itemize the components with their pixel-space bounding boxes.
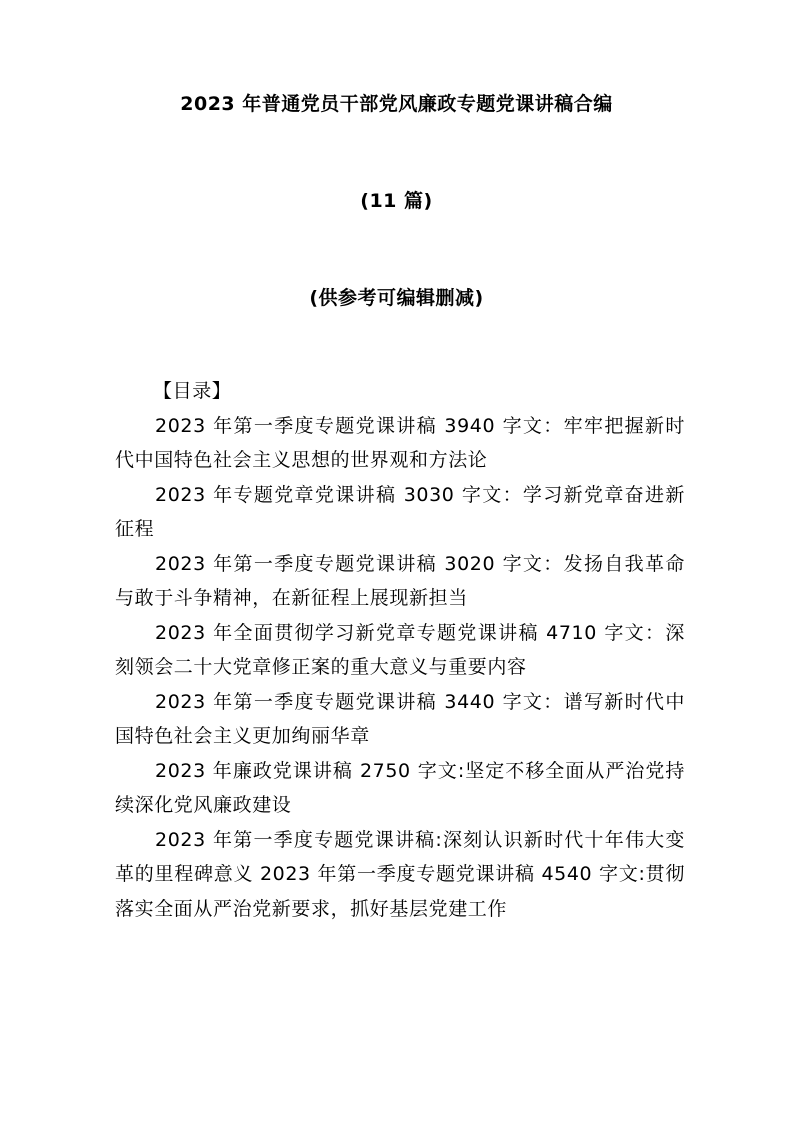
toc-heading: 【目录】 (153, 380, 232, 402)
table-of-contents (115, 374, 685, 926)
toc-entry: 2023 年第一季度专题党课讲稿:深刻认识新时代十年伟大变革的里程碑意义 2023 年第一季度专题党课讲稿 4540 字文:贯彻落实全面从严治党新要求，抓好基层党建工作 (115, 828, 685, 920)
toc-entry: 2023 年第一季度专题党课讲稿 3940 字文：牢牢把握新时代中国特色社会主义思想的世界观和方法论 (115, 414, 685, 471)
toc-entry: 2023 年第一季度专题党课讲稿 3440 字文：谱写新时代中国特色社会主义更加绚丽华章 (115, 690, 685, 747)
toc-entry: 2023 年第一季度专题党课讲稿 3020 字文：发扬自我革命与敢于斗争精神，在新征程上展现新担当 (115, 552, 685, 609)
document-title: 2023 年普通党员干部党风廉政专题党课讲稿合编 (180, 93, 613, 115)
toc-entry: 2023 年全面贯彻学习新党章专题党课讲稿 4710 字文：深刻领会二十大党章修正案的重大意义与重要内容 (115, 621, 685, 678)
usage-note: (供参考可编辑删减) (309, 287, 484, 309)
article-count-note: (11 篇) (360, 190, 433, 212)
toc-entry: 2023 年专题党章党课讲稿 3030 字文：学习新党章奋进新征程 (115, 483, 685, 540)
toc-entry: 2023 年廉政党课讲稿 2750 字文:坚定不移全面从严治党持续深化党风廉政建设 (115, 759, 685, 816)
